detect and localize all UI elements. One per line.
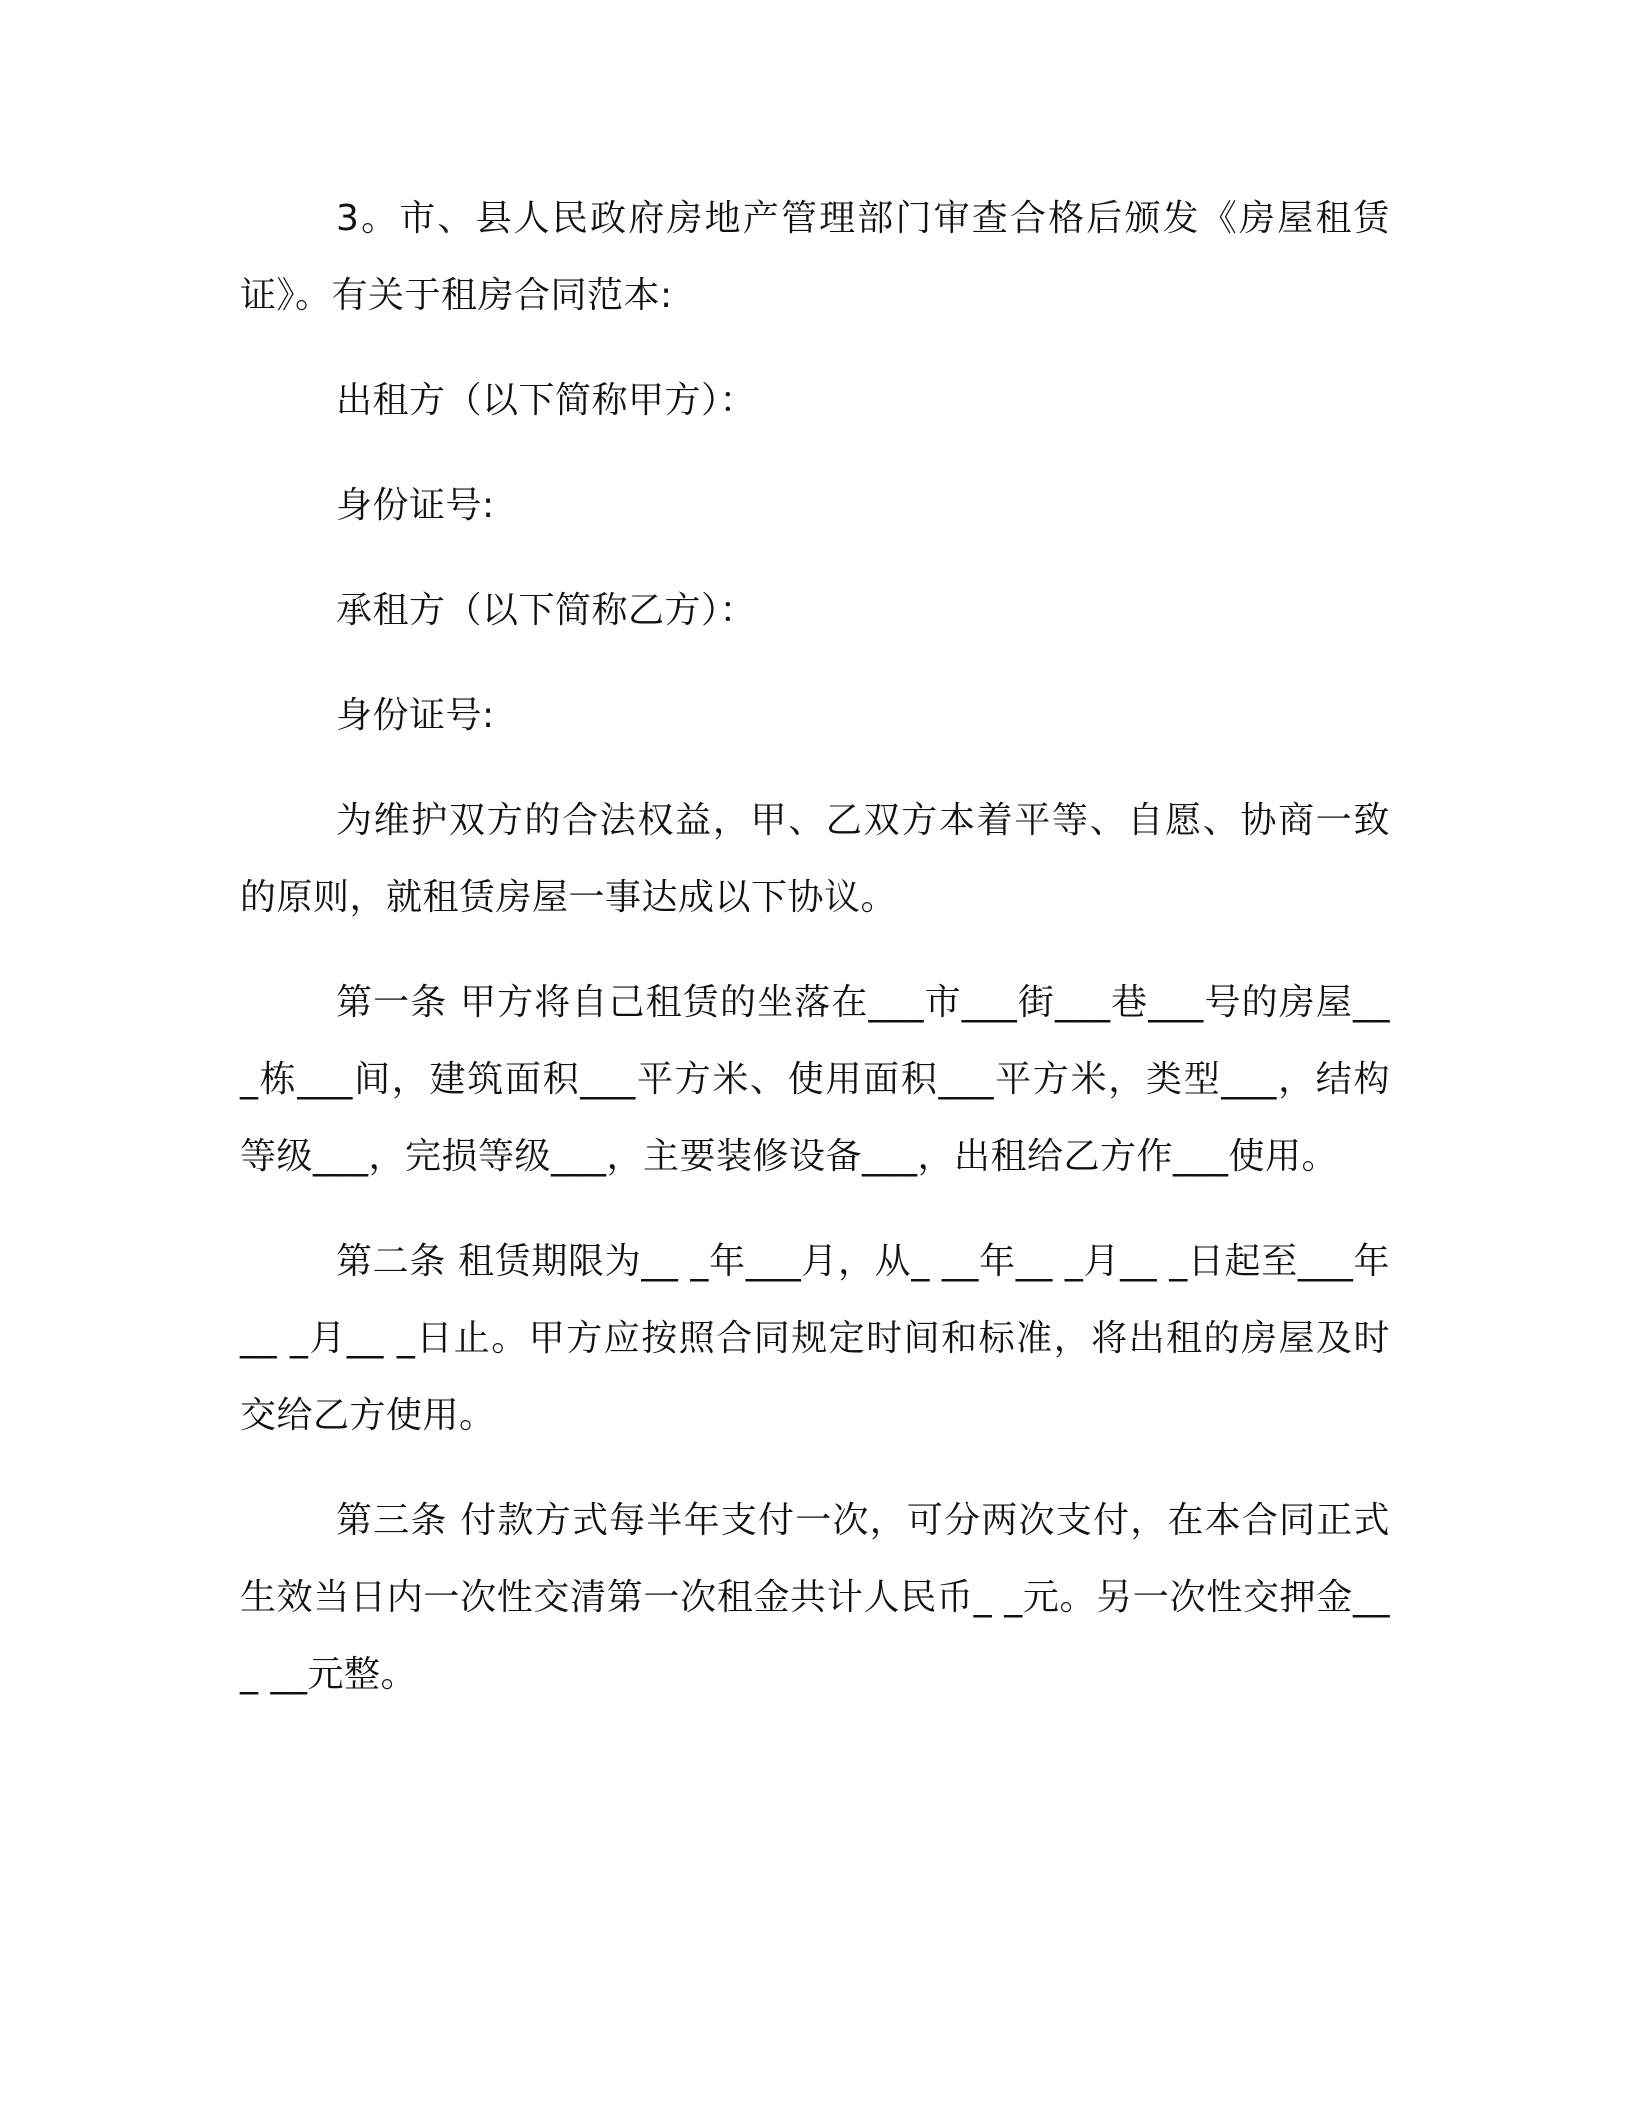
paragraph-article-3: 第三条 付款方式每半年支付一次，可分两次支付，在本合同正式生效当日内一次性交清第一次租金共计人民币_ _元。另一次性交押金___ __元整。 — [240, 1500, 1390, 1695]
paragraph-lessor: 出租方（以下简称甲方）： — [336, 380, 757, 421]
paragraph-registration-note: 3。市、县人民政府房地产管理部门审查合格后颁发《房屋租赁证》。有关于租房合同范本: — [240, 198, 1390, 316]
paragraph-lessee: 承租方（以下简称乙方）： — [336, 590, 757, 631]
paragraph-lessee-id: 身份证号: — [336, 695, 495, 736]
paragraph-article-1: 第一条 甲方将自己租赁的坐落在___市___街___巷___号的房屋___栋___间，建筑面积___平方米、使用面积___平方米，类型___，结构等级___，完损等级___，主要装修设备___，出租给乙方作___使用。 — [240, 982, 1390, 1177]
paragraph-article-2: 第二条 租赁期限为__ _年___月，从_ __年__ _月__ _日起至___年__ _月__ _日止。甲方应按照合同规定时间和标准，将出租的房屋及时交给乙方使用。 — [240, 1241, 1390, 1436]
document-body — [240, 180, 1390, 1741]
paragraph-lessor-id: 身份证号: — [336, 485, 495, 526]
paragraph-preamble: 为维护双方的合法权益，甲、乙双方本着平等、自愿、协商一致的原则，就租赁房屋一事达成以下协议。 — [240, 800, 1390, 918]
